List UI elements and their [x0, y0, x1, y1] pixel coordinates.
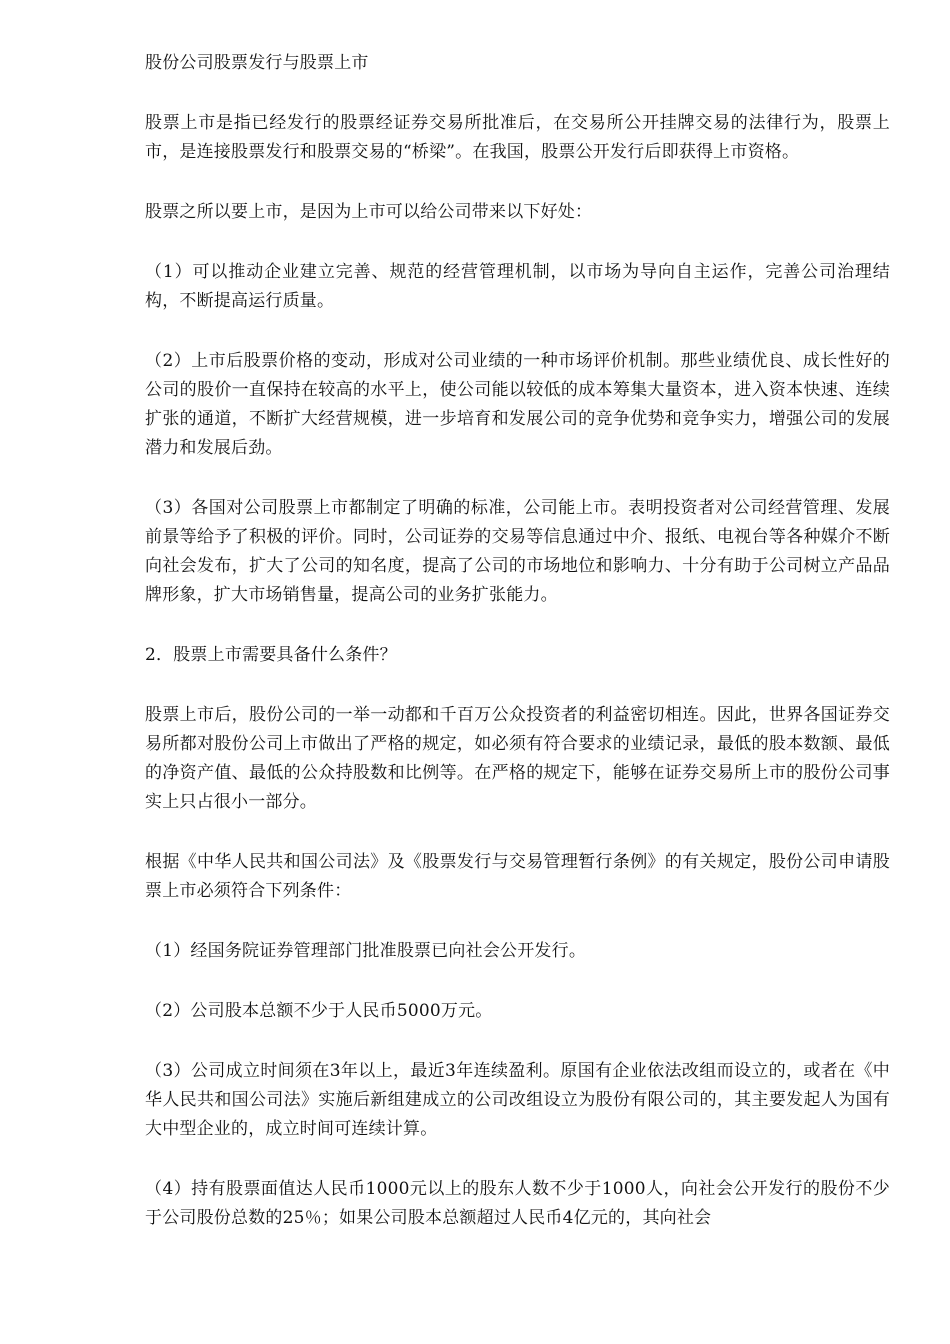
paragraph-condition-3: （3）公司成立时间须在3年以上，最近3年连续盈利。原国有企业依法改组而设立的，或者在《中华人民共和国公司法》实施后新组建成立的公司改组设立为股份有限公司的，其主要发起人为国有大中型企业的，成立时间可连续计算。 [145, 1061, 890, 1139]
document-title: 股份公司股票发行与股票上市 [145, 53, 369, 73]
document-body [145, 49, 890, 1264]
paragraph-benefits-intro: 股票之所以要上市，是因为上市可以给公司带来以下好处： [145, 202, 593, 222]
paragraph-benefit-1: （1）可以推动企业建立完善、规范的经营管理机制，以市场为导向自主运作，完善公司治理结构，不断提高运行质量。 [145, 262, 890, 311]
paragraph-condition-4: （4）持有股票面值达人民币1000元以上的股东人数不少于1000人，向社会公开发行的股份不少于公司股份总数的25％；如果公司股本总额超过人民币4亿元的，其向社会 [145, 1179, 890, 1228]
paragraph-benefit-3: （3）各国对公司股票上市都制定了明确的标准，公司能上市。表明投资者对公司经营管理、发展前景等给予了积极的评价。同时，公司证券的交易等信息通过中介、报纸、电视台等各种媒介不断向社会发布，扩大了公司的知名度，提高了公司的市场地位和影响力、十分有助于公司树立产品品牌形象，扩大市场销售量，提高公司的业务扩张能力。 [145, 498, 890, 605]
paragraph-conditions-intro: 股票上市后，股份公司的一举一动都和千百万公众投资者的利益密切相连。因此，世界各国证券交易所都对股份公司上市做出了严格的规定，如必须有符合要求的业绩记录，最低的股本数额、最低的净资产值、最低的公众持股数和比例等。在严格的规定下，能够在证券交易所上市的股份公司事实上只占很小一部分。 [145, 705, 890, 812]
paragraph-condition-1: （1）经国务院证券管理部门批准股票已向社会公开发行。 [145, 941, 587, 961]
paragraph-listing-definition: 股票上市是指已经发行的股票经证券交易所批准后，在交易所公开挂牌交易的法律行为，股票上市，是连接股票发行和股票交易的“桥梁”。在我国，股票公开发行后即获得上市资格。 [145, 113, 890, 162]
paragraph-condition-2: （2）公司股本总额不少于人民币5000万元。 [145, 1001, 493, 1021]
paragraph-legal-basis: 根据《中华人民共和国公司法》及《股票发行与交易管理暂行条例》的有关规定，股份公司申请股票上市必须符合下列条件： [145, 852, 890, 901]
section-heading-conditions: 2．股票上市需要具备什么条件？ [145, 645, 397, 665]
paragraph-benefit-2: （2）上市后股票价格的变动，形成对公司业绩的一种市场评价机制。那些业绩优良、成长性好的公司的股价一直保持在较高的水平上，使公司能以较低的成本筹集大量资本，进入资本快速、连续扩张的通道，不断扩大经营规模，进一步培育和发展公司的竞争优势和竞争实力，增强公司的发展潜力和发展后劲。 [145, 351, 890, 458]
